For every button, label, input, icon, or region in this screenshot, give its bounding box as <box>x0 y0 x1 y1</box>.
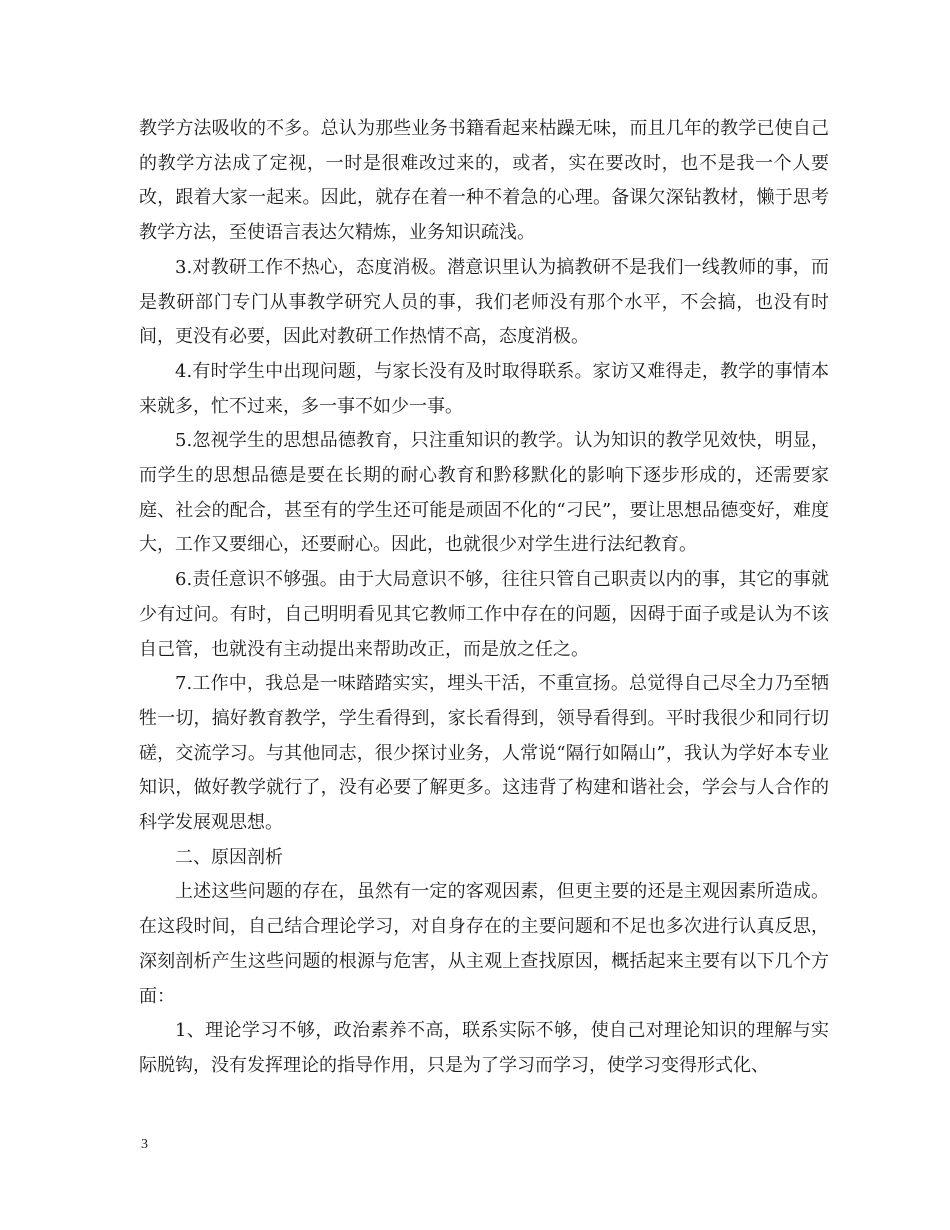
paragraph-8: 1、理论学习不够，政治素养不高，联系实际不够，使自己对理论知识的理解与实际脱钩，没有发挥理论的指导作用，只是为了学习而学习，使学习变得形式化、 <box>139 1020 829 1076</box>
paragraph-5: 6.责任意识不够强。由于大局意识不够，往往只管自己职责以内的事，其它的事就少有过问。有时，自己明明看见其它教师工作中存在的问题，因碍于面子或是认为不该自己管，也就没有主动提出来帮助改正，而是放之任之。 <box>139 569 829 660</box>
paragraph-2: 3.对教研工作不热心，态度消极。潜意识里认为搞教研不是我们一线教师的事，而是教研部门专门从事教学研究人员的事，我们老师没有那个水平，不会搞，也没有时间，更没有必要，因此对教研工作热情不高，态度消极。 <box>139 256 829 348</box>
paragraph-4: 5.忽视学生的思想品德教育，只注重知识的教学。认为知识的教学见效快，明显，而学生的思想品德是要在长期的耐心教育和黔移默化的影响下逐步形成的，还需要家庭、社会的配合，甚至有的学生还可能是顽固不化的“刁民”，要让思想品德变好，难度大，工作又要细心，还要耐心。因此，也就很少对学生进行法纪教育。 <box>139 430 829 556</box>
page-number: 3 <box>141 1137 148 1152</box>
paragraph-3: 4.有时学生中出现问题，与家长没有及时取得联系。家访又难得走，教学的事情本来就多，忙不过来，多一事不如少一事。 <box>139 360 829 417</box>
paragraph-6: 7.工作中，我总是一味踏踏实实，埋头干活，不重宣扬。总觉得自己尽全力乃至牺牲一切，搞好教育教学，学生看得到，家长看得到，领导看得到。平时我很少和同行切磋，交流学习。与其他同志，很少探讨业务，人常说“隔行如隔山”，我认为学好本专业知识，做好教学就行了，没有必要了解更多。这违背了构建和谐社会，学会与人合作的科学发展观思想。 <box>139 673 829 834</box>
paragraph-7: 上述这些问题的存在，虽然有一定的客观因素，但更主要的还是主观因素所造成。在这段时间，自己结合理论学习，对自身存在的主要问题和不足也多次进行认真反思，深刻剖析产生这些问题的根源与危害，从主观上查找原因，概括起来主要有以下几个方面： <box>139 881 829 1007</box>
section-heading: 二、原因剖析 <box>175 846 283 868</box>
document-body <box>139 112 829 1084</box>
paragraph-1: 教学方法吸收的不多。总认为那些业务书籍看起来枯躁无味，而且几年的教学已使自己的教学方法成了定视，一时是很难改过来的，或者，实在要改时，也不是我一个人要改，跟着大家一起来。因此，就存在着一种不着急的心理。备课欠深钻教材，懒于思考教学方法，至使语言表达欠精炼，业务知识疏浅。 <box>139 118 829 244</box>
